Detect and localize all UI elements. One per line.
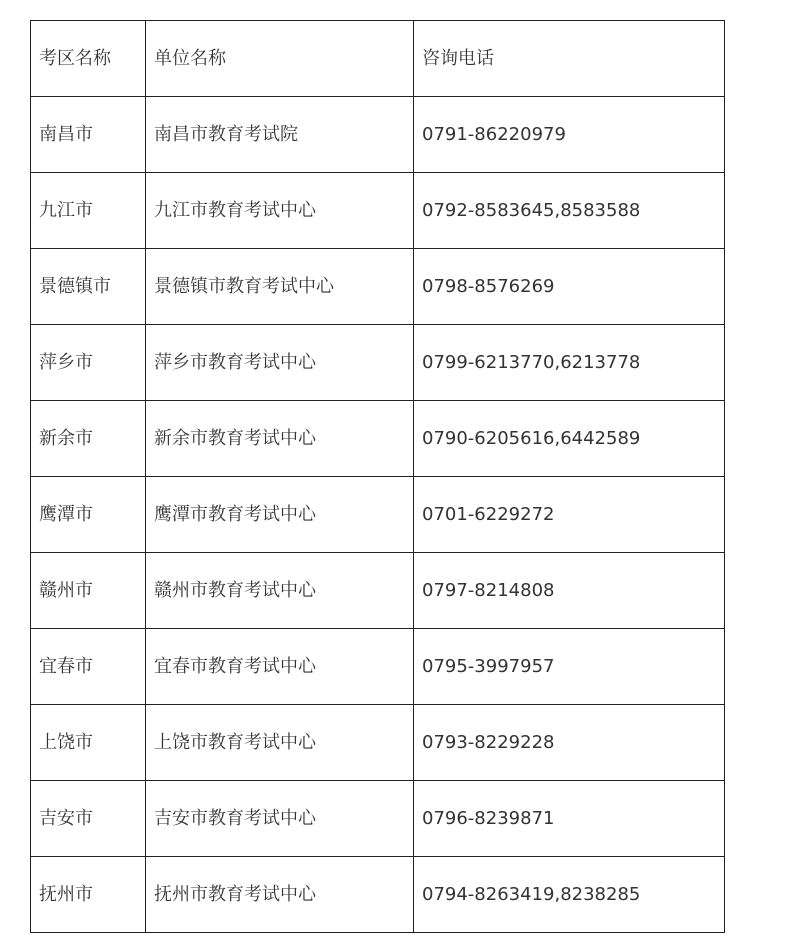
- cell-unit-name: 上饶市教育考试中心: [146, 705, 414, 781]
- table-row: [31, 629, 725, 705]
- cell-exam-area: 抚州市: [31, 857, 146, 933]
- cell-phone: 0793-8229228: [414, 705, 725, 781]
- cell-unit-name: 赣州市教育考试中心: [146, 553, 414, 629]
- cell-unit-name: 九江市教育考试中心: [146, 173, 414, 249]
- cell-exam-area: 萍乡市: [31, 325, 146, 401]
- cell-phone: 0795-3997957: [414, 629, 725, 705]
- cell-phone: 0798-8576269: [414, 249, 725, 325]
- cell-exam-area: 吉安市: [31, 781, 146, 857]
- cell-unit-name: 吉安市教育考试中心: [146, 781, 414, 857]
- table-row: [31, 97, 725, 173]
- cell-phone: 0794-8263419,8238285: [414, 857, 725, 933]
- table-row: [31, 249, 725, 325]
- cell-phone: 0797-8214808: [414, 553, 725, 629]
- cell-unit-name: 景德镇市教育考试中心: [146, 249, 414, 325]
- cell-phone: 0701-6229272: [414, 477, 725, 553]
- cell-phone: 0792-8583645,8583588: [414, 173, 725, 249]
- cell-unit-name: 萍乡市教育考试中心: [146, 325, 414, 401]
- exam-center-contact-table: [30, 20, 725, 933]
- cell-unit-name: 新余市教育考试中心: [146, 401, 414, 477]
- table-row: [31, 857, 725, 933]
- cell-unit-name: 抚州市教育考试中心: [146, 857, 414, 933]
- cell-exam-area: 上饶市: [31, 705, 146, 781]
- table-row: [31, 173, 725, 249]
- table-row: [31, 553, 725, 629]
- table-row: [31, 477, 725, 553]
- cell-exam-area: 宜春市: [31, 629, 146, 705]
- header-unit-name: 单位名称: [146, 21, 414, 97]
- cell-exam-area: 景德镇市: [31, 249, 146, 325]
- cell-phone: 0799-6213770,6213778: [414, 325, 725, 401]
- cell-phone: 0791-86220979: [414, 97, 725, 173]
- table-row: [31, 781, 725, 857]
- header-phone: 咨询电话: [414, 21, 725, 97]
- table-header-row: [31, 21, 725, 97]
- cell-unit-name: 鹰潭市教育考试中心: [146, 477, 414, 553]
- cell-exam-area: 新余市: [31, 401, 146, 477]
- table-row: [31, 705, 725, 781]
- cell-unit-name: 宜春市教育考试中心: [146, 629, 414, 705]
- cell-phone: 0790-6205616,6442589: [414, 401, 725, 477]
- cell-phone: 0796-8239871: [414, 781, 725, 857]
- cell-exam-area: 赣州市: [31, 553, 146, 629]
- cell-exam-area: 鹰潭市: [31, 477, 146, 553]
- header-exam-area: 考区名称: [31, 21, 146, 97]
- cell-exam-area: 九江市: [31, 173, 146, 249]
- table-row: [31, 401, 725, 477]
- table-row: [31, 325, 725, 401]
- table-body: [31, 21, 725, 933]
- cell-unit-name: 南昌市教育考试院: [146, 97, 414, 173]
- cell-exam-area: 南昌市: [31, 97, 146, 173]
